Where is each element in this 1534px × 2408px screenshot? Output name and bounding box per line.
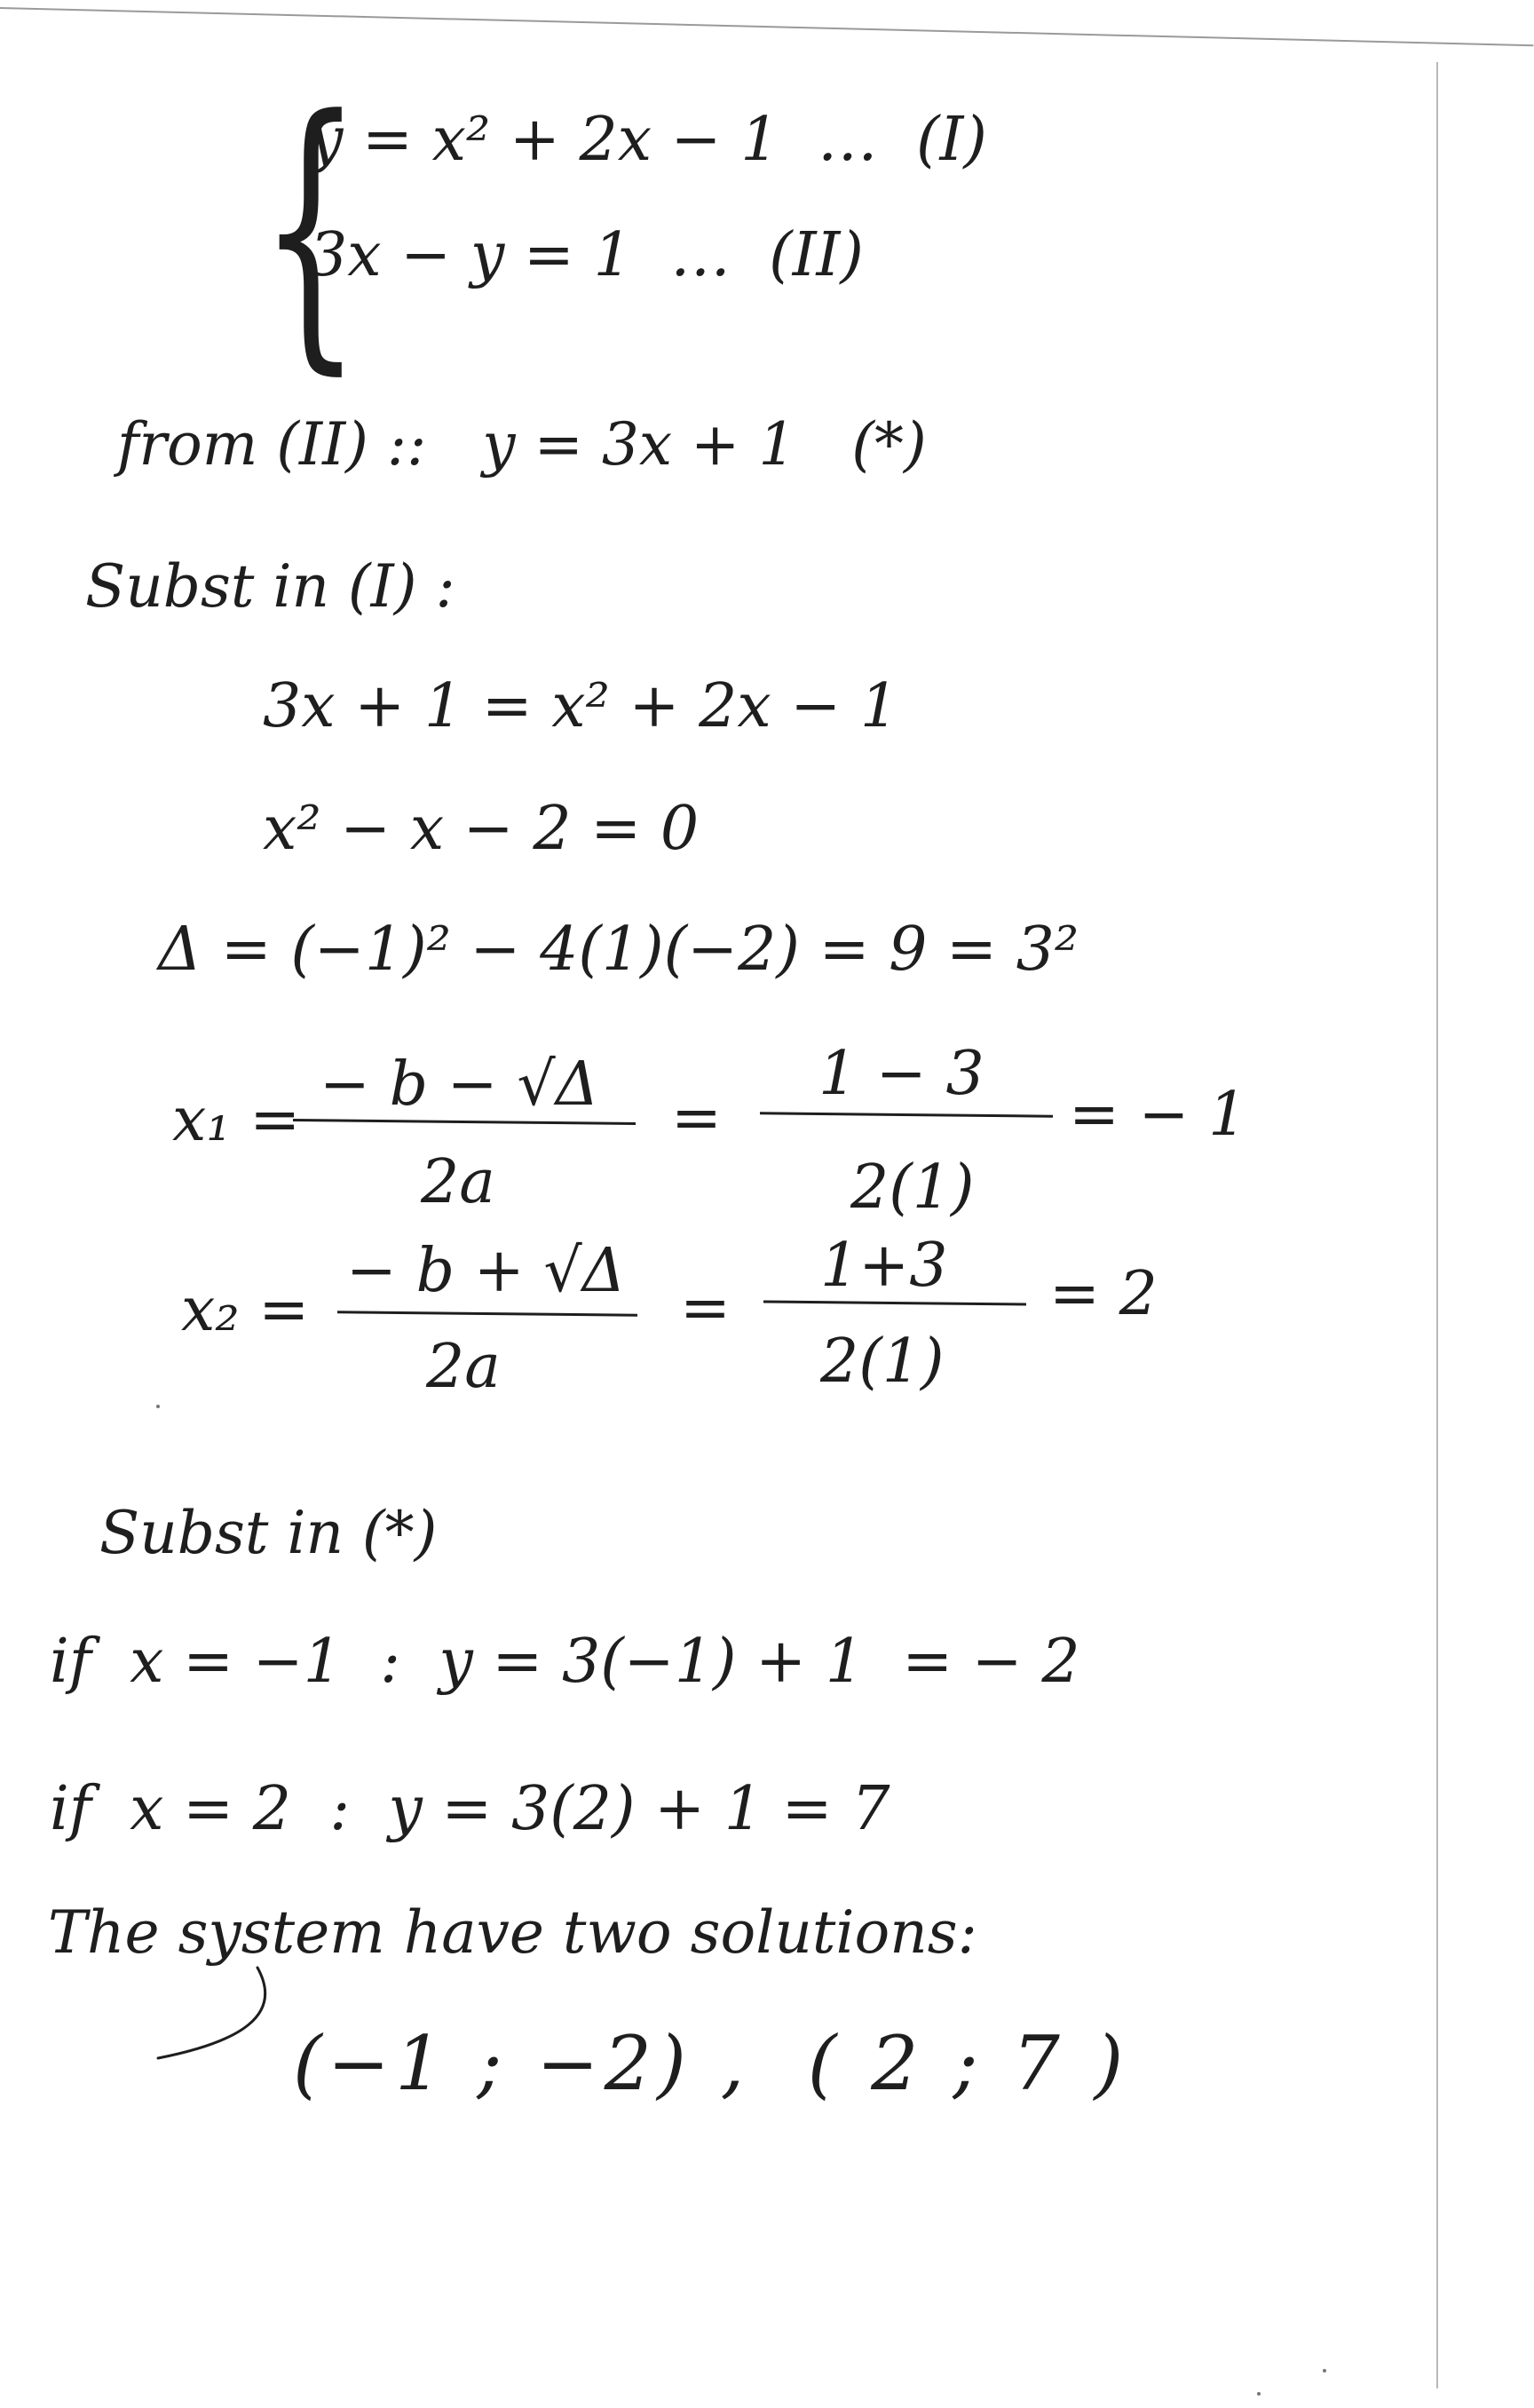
root1-numerator: − b − √Δ: [320, 1050, 599, 1120]
root1-result: = − 1: [1069, 1080, 1247, 1150]
root1-numerator-values: 1 − 3: [818, 1039, 984, 1109]
case-x-two: if x = 2 : y = 3(2) + 1 = 7: [50, 1774, 890, 1844]
root1-equals: =: [671, 1083, 722, 1153]
root1-values-fraction-bar: [760, 1112, 1053, 1117]
conclusion-sentence: The system have two solutions:: [48, 1898, 977, 1967]
root2-equals: =: [680, 1273, 731, 1343]
root2-denominator-values: 2(1): [820, 1327, 945, 1397]
system-brace: {: [259, 58, 362, 399]
scan-top-edge: [0, 7, 1533, 46]
root1-fraction-bar: [293, 1119, 636, 1125]
scan-speck: [1323, 2369, 1326, 2372]
root1-lhs: x₁ =: [172, 1085, 301, 1155]
root1-denominator: 2a: [421, 1147, 495, 1217]
solution-pairs: (−1 ; −2) , ( 2 ; 7 ): [293, 2020, 1129, 2107]
root2-numerator-values: 1+3: [820, 1231, 948, 1301]
subst-heading: Subst in (I) :: [85, 552, 455, 621]
equation-ii: 3x − y = 1 … (II): [309, 220, 864, 290]
scan-right-edge: [1436, 62, 1438, 2388]
root2-denominator: 2a: [426, 1332, 501, 1402]
scan-speck: [1257, 2392, 1261, 2396]
discriminant-line: Δ = (−1)² − 4(1)(−2) = 9 = 3²: [158, 915, 1079, 985]
from-ii-line: from (II) :: y = 3x + 1 (*): [117, 410, 927, 479]
subst-star-heading: Subst in (*): [99, 1499, 438, 1567]
case-x-minus-one: if x = −1 : y = 3(−1) + 1 = − 2: [50, 1627, 1080, 1697]
root2-fraction-bar: [337, 1311, 637, 1317]
root1-denominator-values: 2(1): [850, 1153, 975, 1223]
substituted-equation: 3x + 1 = x² + 2x − 1: [263, 671, 899, 741]
equation-i: y = x² + 2x − 1 … (I): [309, 105, 987, 175]
root2-lhs: x₂ =: [181, 1275, 310, 1345]
quadratic-equation: x² − x − 2 = 0: [263, 794, 700, 864]
scan-speck: [156, 1405, 160, 1408]
root2-numerator: − b + √Δ: [346, 1236, 626, 1306]
root2-result: = 2: [1049, 1259, 1158, 1329]
root2-values-fraction-bar: [763, 1300, 1026, 1305]
